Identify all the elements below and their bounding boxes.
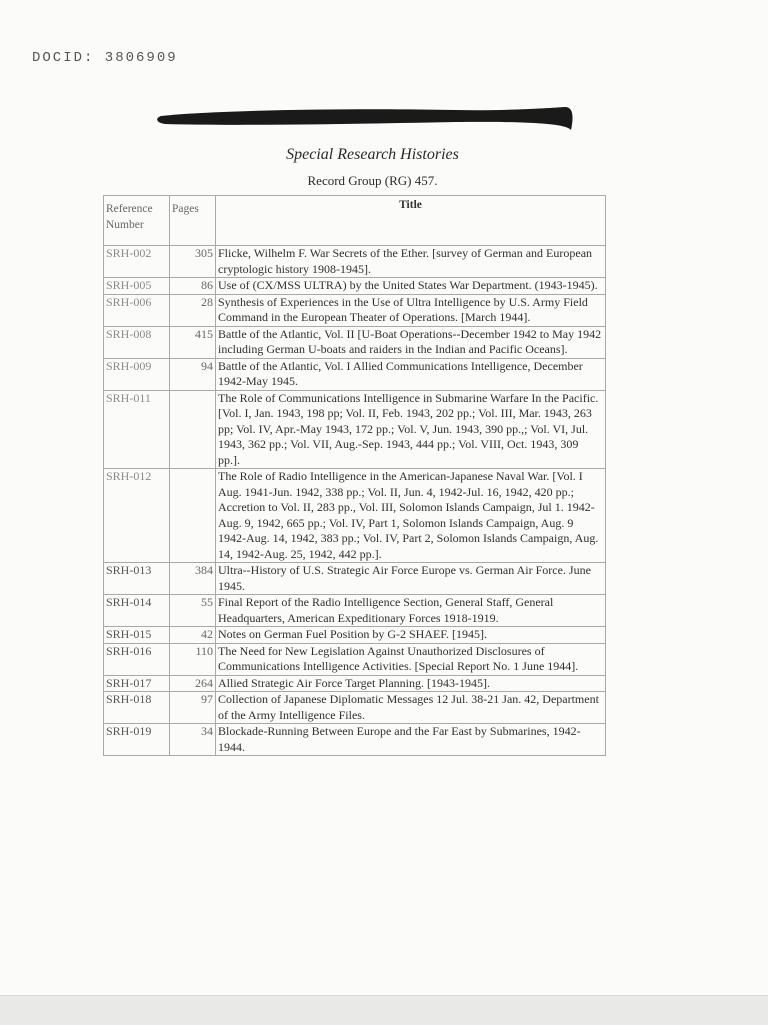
table-row xyxy=(104,469,606,563)
reference-number-cell: SRH-005 xyxy=(104,278,170,295)
pages-cell: 55 xyxy=(170,595,216,627)
pages-cell: 86 xyxy=(170,278,216,295)
document-id: DOCID: 3806909 xyxy=(32,50,178,66)
reference-number-cell: SRH-019 xyxy=(104,724,170,756)
table-row xyxy=(104,563,606,595)
document-title: Special Research Histories xyxy=(286,146,459,163)
pages-cell: 110 xyxy=(170,643,216,675)
table-row xyxy=(104,643,606,675)
pages-cell: 97 xyxy=(170,692,216,724)
page-edge xyxy=(0,995,768,1025)
header-title: Title xyxy=(216,196,606,246)
redaction-mark xyxy=(155,104,575,134)
title-cell: Notes on German Fuel Position by G-2 SHAEF. [1945]. xyxy=(216,627,606,644)
title-cell: Synthesis of Experiences in the Use of Ultra Intelligence by U.S. Army Field Command in the European Theater of Operations. [March 1944]. xyxy=(216,294,606,326)
reference-number-cell: SRH-012 xyxy=(104,469,170,563)
table-row xyxy=(104,724,606,756)
title-cell: Ultra--History of U.S. Strategic Air Force Europe vs. German Air Force. June 1945. xyxy=(216,563,606,595)
table-row xyxy=(104,246,606,278)
title-cell: Battle of the Atlantic, Vol. II [U-Boat Operations--December 1942 to May 1942 including German U-boats and raiders in the Indian and Pacific Oceans]. xyxy=(216,326,606,358)
reference-number-cell: SRH-015 xyxy=(104,627,170,644)
pages-cell xyxy=(170,469,216,563)
title-cell: Allied Strategic Air Force Target Planning. [1943-1945]. xyxy=(216,675,606,692)
title-cell: The Need for New Legislation Against Unauthorized Disclosures of Communications Intelligence Activities. [Special Report No. 1 June 1944]. xyxy=(216,643,606,675)
pages-cell: 384 xyxy=(170,563,216,595)
reference-number-cell: SRH-018 xyxy=(104,692,170,724)
pages-cell: 28 xyxy=(170,294,216,326)
title-cell: Final Report of the Radio Intelligence Section, General Staff, General Headquarters, American Expeditionary Forces 1918-1919. xyxy=(216,595,606,627)
title-cell: Battle of the Atlantic, Vol. I Allied Communications Intelligence, December 1942-May 1945. xyxy=(216,358,606,390)
title-cell: The Role of Radio Intelligence in the American-Japanese Naval War. [Vol. I Aug. 1941-Jun. 1942, 338 pp.; Vol. II, Jun. 4, 1942-Jul. 16, 1942, 420 pp.; Accretion to Vol. II, 283 pp., Vol. III, Solomon Islands Campaign, Jul 1. 1942-Aug. 9, 1942, 665 pp.; Vol. IV, Part 1, Solomon Islands Campaign, Aug. 9 1942-Aug. 14, 1942, 383 pp.; Vol. IV, Part 2, Solomon Islands Campaign, Aug. 14, 1942-Aug. 25, 1942, 442 pp.]. xyxy=(216,469,606,563)
title-cell: The Role of Communications Intelligence in Submarine Warfare In the Pacific. [Vol. I, Jan. 1943, 198 pp; Vol. II, Feb. 1943, 202 pp.; Vol. III, Mar. 1943, 263 pp; Vol. IV, Apr.-May 1943, 172 pp.; Vol. V, Jun. 1943, 390 pp.,; Vol. VI, Jul. 1943, 362 pp.; Vol. VII, Aug.-Sep. 1943, 444 pp.; Vol. VIII, Oct. 1943, 309 pp.]. xyxy=(216,390,606,469)
pages-cell: 94 xyxy=(170,358,216,390)
reference-number-cell: SRH-002 xyxy=(104,246,170,278)
histories-table xyxy=(103,195,606,756)
title-cell: Collection of Japanese Diplomatic Messages 12 Jul. 38-21 Jan. 42, Department of the Army Intelligence Files. xyxy=(216,692,606,724)
reference-number-cell: SRH-013 xyxy=(104,563,170,595)
reference-number-cell: SRH-006 xyxy=(104,294,170,326)
header-pages: Pages xyxy=(170,196,216,246)
pages-cell: 415 xyxy=(170,326,216,358)
table-header-row xyxy=(104,196,606,246)
table-row xyxy=(104,675,606,692)
table-row xyxy=(104,294,606,326)
reference-number-cell: SRH-014 xyxy=(104,595,170,627)
pages-cell: 34 xyxy=(170,724,216,756)
title-cell: Blockade-Running Between Europe and the Far East by Submarines, 1942-1944. xyxy=(216,724,606,756)
table-row xyxy=(104,595,606,627)
reference-number-cell: SRH-009 xyxy=(104,358,170,390)
table-row xyxy=(104,390,606,469)
table-row xyxy=(104,627,606,644)
pages-cell: 42 xyxy=(170,627,216,644)
pages-cell: 264 xyxy=(170,675,216,692)
title-cell: Flicke, Wilhelm F. War Secrets of the Ether. [survey of German and European cryptologic history 1908-1945]. xyxy=(216,246,606,278)
reference-number-cell: SRH-008 xyxy=(104,326,170,358)
reference-number-cell: SRH-011 xyxy=(104,390,170,469)
table-row xyxy=(104,358,606,390)
table-row xyxy=(104,692,606,724)
title-cell: Use of (CX/MSS ULTRA) by the United States War Department. (1943-1945). xyxy=(216,278,606,295)
table-row xyxy=(104,278,606,295)
reference-number-cell: SRH-017 xyxy=(104,675,170,692)
pages-cell: 305 xyxy=(170,246,216,278)
document-subtitle: Record Group (RG) 457. xyxy=(307,173,438,188)
header-reference-number: Reference Number xyxy=(104,196,170,246)
reference-number-cell: SRH-016 xyxy=(104,643,170,675)
pages-cell xyxy=(170,390,216,469)
table-row xyxy=(104,326,606,358)
